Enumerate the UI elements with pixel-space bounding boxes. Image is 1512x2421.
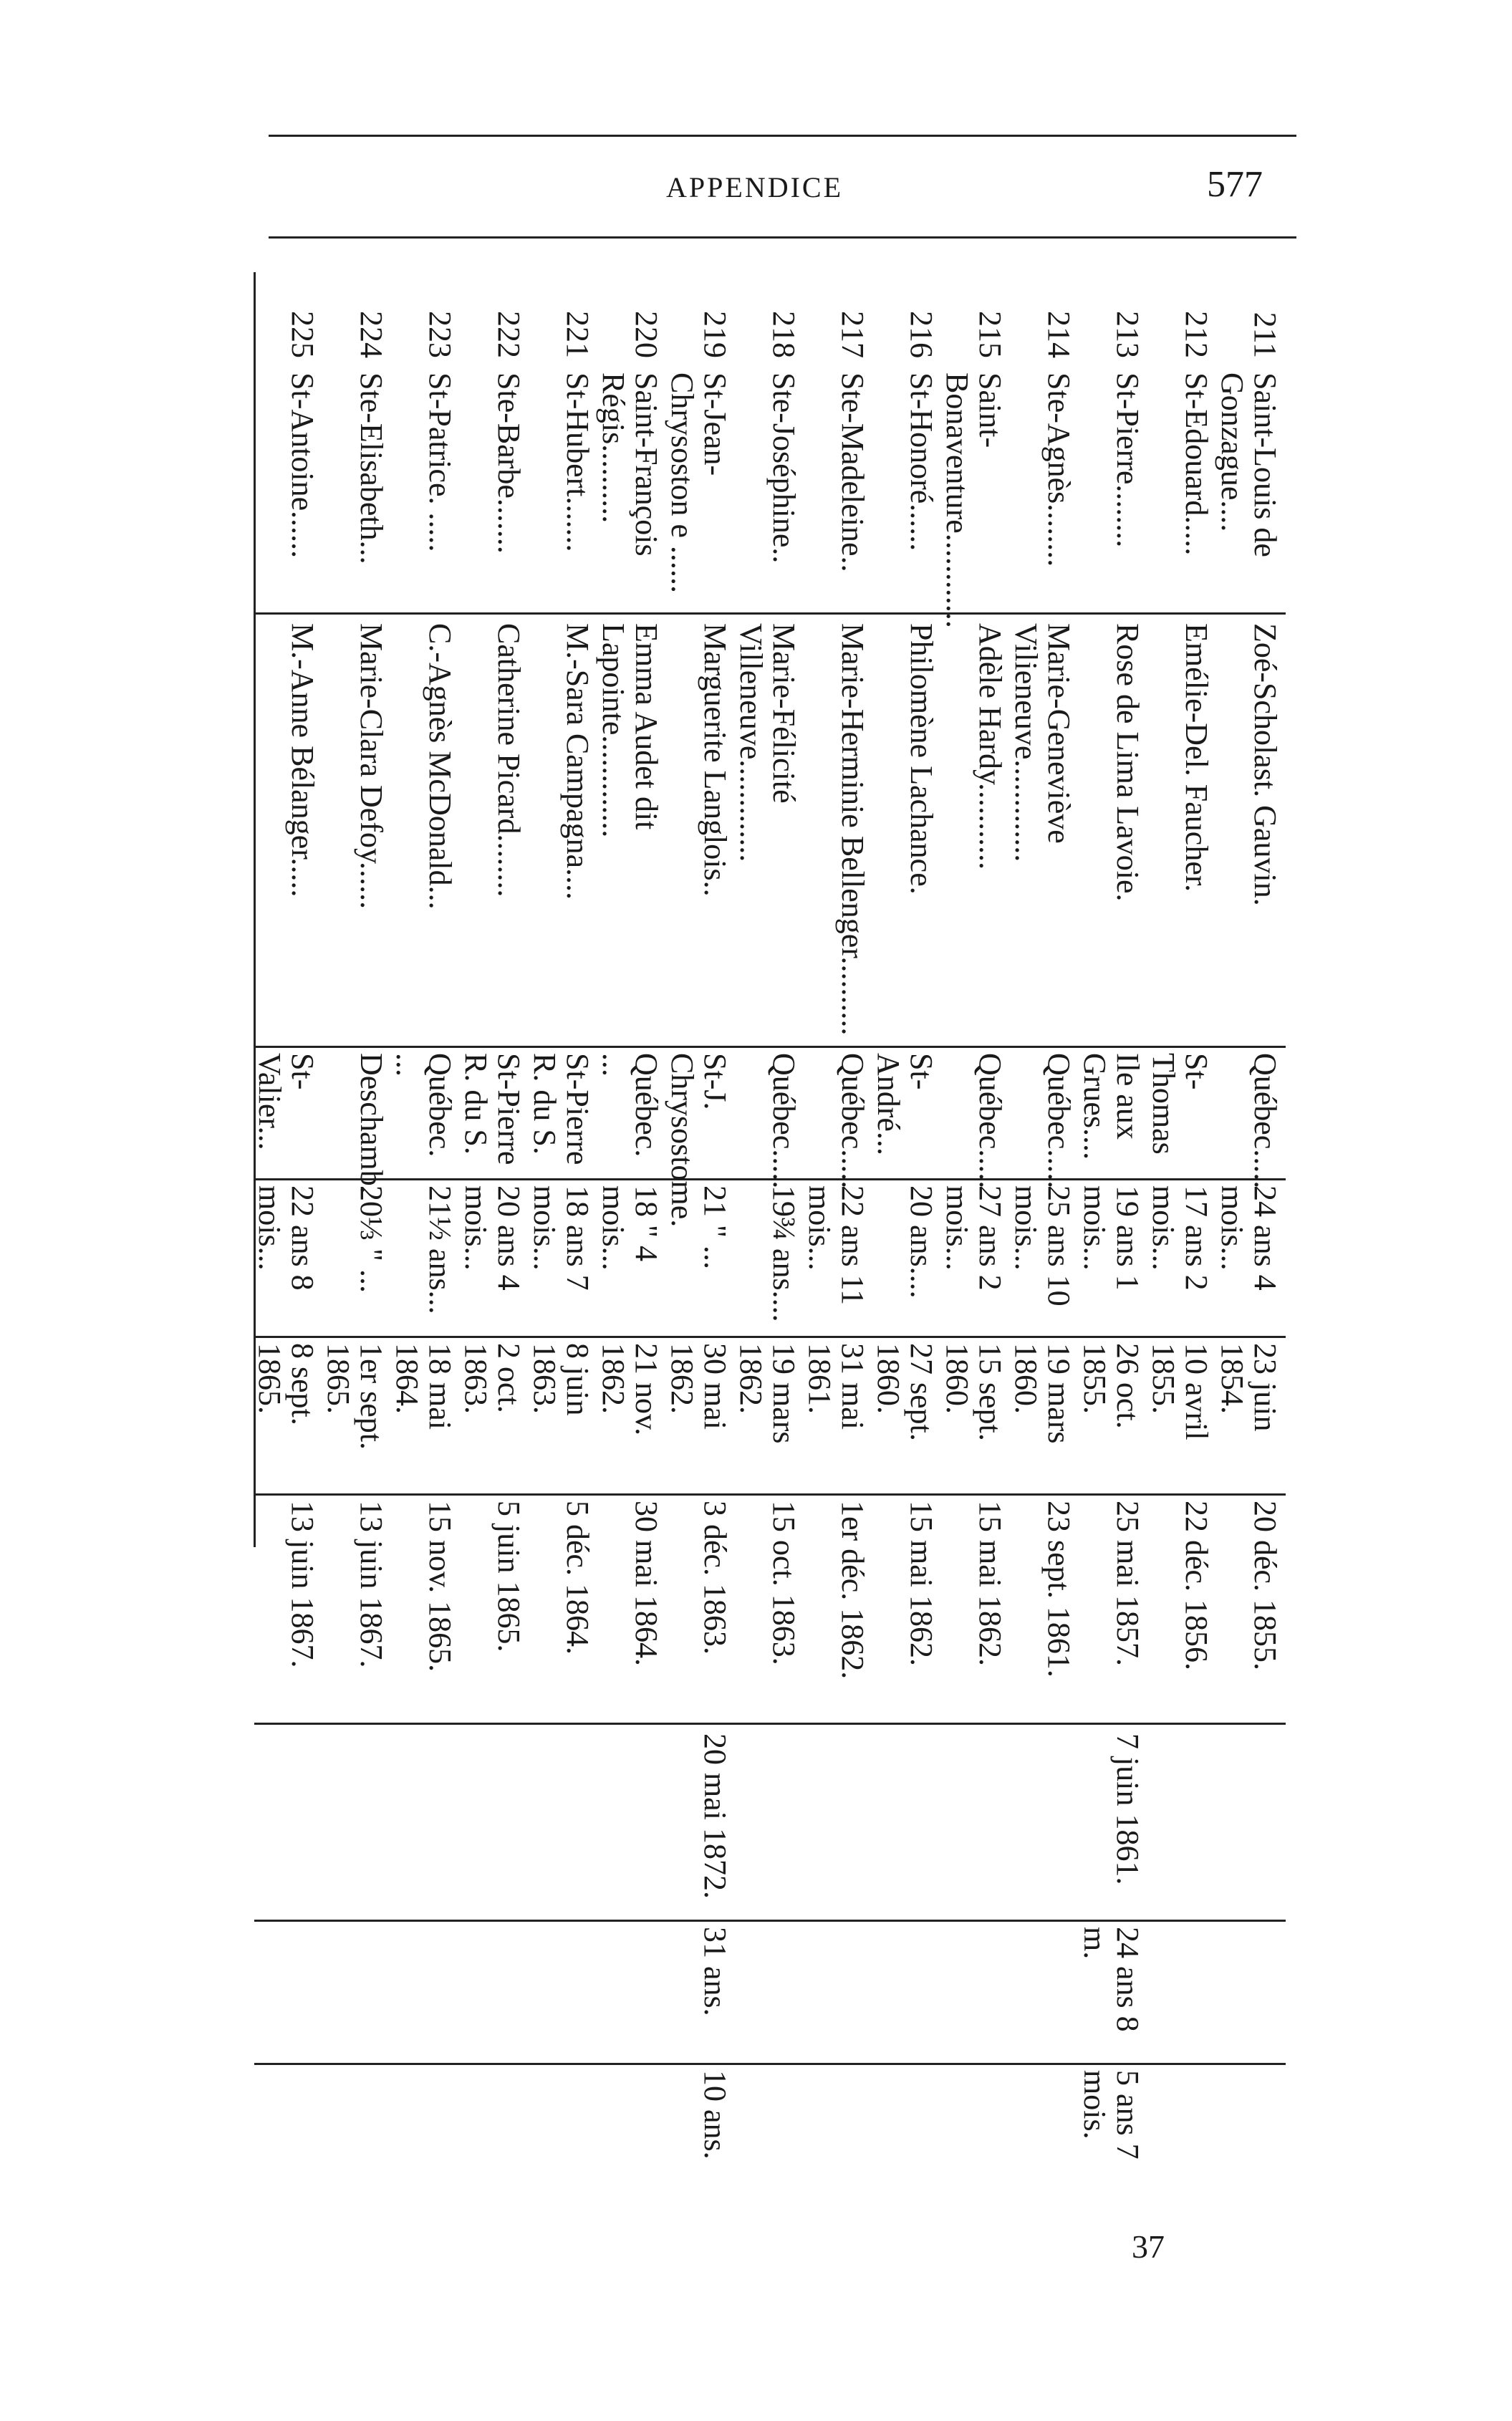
row-number: 218 xyxy=(766,311,801,358)
row-number: 221 xyxy=(560,311,595,358)
row-number: 212 xyxy=(1179,311,1214,358)
age-cell: 25 ans 10 mois... xyxy=(1008,1185,1077,1306)
birthplace-cell: St-Pierre R. du S. xyxy=(458,1053,526,1165)
parish-cell: St-Jean-Chrysoston e ...... xyxy=(665,372,733,593)
profession-date-cell: 15 mai 1862. xyxy=(904,1501,939,1666)
age-at-death-cell: 31 ans. xyxy=(698,1927,733,2016)
row-number: 219 xyxy=(698,311,733,358)
table-row xyxy=(942,272,1011,2278)
table-row xyxy=(733,272,804,2278)
entry-date-cell: 18 mai 1864. xyxy=(390,1343,458,1430)
death-date-cell: 20 mai 1872. xyxy=(698,1733,733,1899)
name-cell: M.-Anne Bélanger..... xyxy=(285,623,320,897)
profession-date-cell: 1er déc. 1862. xyxy=(835,1501,870,1680)
entry-date-cell: 1er sept. 1865. xyxy=(321,1343,389,1450)
birthplace-cell: St-Valier... xyxy=(252,1053,320,1150)
parish-cell: St-Hubert....... xyxy=(560,372,595,552)
table-row xyxy=(1217,272,1286,2278)
profession-date-cell: 15 mai 1862. xyxy=(973,1501,1008,1666)
table-row xyxy=(1148,272,1217,2278)
birthplace-cell: Québec..... xyxy=(1041,1053,1077,1189)
header-top-rule xyxy=(269,135,1296,137)
age-cell: 20 ans 4 mois... xyxy=(458,1185,526,1291)
parish-cell: St-Edouard..... xyxy=(1179,372,1214,556)
profession-date-cell: 25 mai 1857. xyxy=(1110,1501,1145,1666)
name-cell: Marguerite Langlois.. xyxy=(698,623,733,897)
parish-cell: St-Honoré...... xyxy=(904,372,939,552)
birthplace-cell: Québec..... xyxy=(1248,1053,1283,1189)
parish-cell: Ste-Barbe....... xyxy=(491,372,526,554)
entry-date-cell: 31 mai 1861. xyxy=(802,1343,870,1430)
header-bottom-rule xyxy=(269,236,1296,239)
entry-date-cell: 27 sept. 1860. xyxy=(871,1343,939,1441)
age-cell: 27 ans 2 mois... xyxy=(940,1185,1008,1291)
parish-cell: St-Patrice. ..... xyxy=(423,372,458,552)
row-number: 215 xyxy=(973,311,1008,358)
profession-date-cell: 20 déc. 1855. xyxy=(1248,1501,1283,1671)
name-cell: Philomène Lachance. xyxy=(904,623,939,895)
birthplace-cell: Québec..... xyxy=(835,1053,870,1189)
age-cell: 17 ans 2 mois... xyxy=(1146,1185,1214,1291)
birthplace-cell: Deschamb. xyxy=(354,1053,389,1194)
table-row xyxy=(392,272,461,2278)
name-cell: Catherine Picard........ xyxy=(491,623,526,897)
parish-cell: Saint-François Régis.......... xyxy=(596,372,664,557)
profession-date-cell: 5 juin 1865. xyxy=(491,1501,526,1652)
name-cell: Emélie-Del. Faucher. xyxy=(1179,623,1214,892)
name-cell: Emma Audet dit Lapointe............. xyxy=(596,623,664,838)
table-row xyxy=(254,272,323,2278)
name-cell: C.-Agnès McDonald... xyxy=(423,623,458,910)
row-number: 220 xyxy=(629,311,664,358)
signature-mark: 37 xyxy=(1132,2228,1165,2265)
entry-date-cell: 15 sept. 1860. xyxy=(940,1343,1008,1441)
table-row xyxy=(1079,272,1148,2278)
table-row xyxy=(323,272,392,2278)
parish-cell: Ste-Madeleine.. xyxy=(835,372,870,572)
birthplace-cell: Ile aux Grues.... xyxy=(1077,1053,1145,1160)
name-cell: Adèle Hardy........... xyxy=(973,623,1008,870)
parish-cell: Ste-Agnès........ xyxy=(1041,372,1077,567)
entry-date-cell: 8 sept. 1865. xyxy=(252,1343,320,1425)
parish-cell: St-Pierre........ xyxy=(1110,372,1145,548)
rotated-table xyxy=(254,272,1286,2421)
age-cell: 22 ans 8 mois... xyxy=(252,1185,320,1291)
profession-date-cell: 15 nov. 1865. xyxy=(423,1501,458,1672)
row-number: 213 xyxy=(1110,311,1145,358)
table-row xyxy=(458,272,529,2278)
profession-date-cell: 30 mai 1864. xyxy=(629,1501,664,1666)
profession-date-cell: 15 oct. 1863. xyxy=(766,1501,801,1665)
entry-date-cell: 21 nov. 1862. xyxy=(596,1343,664,1436)
table-row xyxy=(598,272,667,2278)
name-cell: Marie-Félicité Villeneuve............. xyxy=(733,623,801,862)
birthplace-cell: Québec. ... xyxy=(596,1053,664,1157)
entry-date-cell: 10 avril 1855. xyxy=(1146,1343,1214,1440)
row-number: 224 xyxy=(354,311,389,358)
birthplace-cell: Québec..... xyxy=(766,1053,801,1189)
death-date-cell: 7 juin 1861. xyxy=(1110,1733,1145,1885)
table-row xyxy=(873,272,942,2278)
profession-date-cell: 13 juin 1867. xyxy=(285,1501,320,1668)
age-cell: 21½ ans... xyxy=(423,1185,458,1314)
age-cell: 19 ans 1 mois... xyxy=(1077,1185,1145,1291)
parish-cell: Saint-Louis de Gonzague.... xyxy=(1215,372,1283,557)
row-number: 217 xyxy=(835,311,870,358)
table-row xyxy=(804,272,873,2278)
row-number: 214 xyxy=(1041,311,1077,358)
name-cell: Marie-Geneviève Vilieneuve............. xyxy=(1008,623,1077,862)
profession-date-cell: 13 juin 1867. xyxy=(354,1501,389,1668)
entry-date-cell: 19 mars 1862. xyxy=(733,1343,801,1444)
birthplace-cell: St-Thomas xyxy=(1146,1053,1214,1155)
name-cell: Marie-Herminie Bellenger.......... xyxy=(835,623,870,1036)
entry-date-cell: 30 mai 1862. xyxy=(665,1343,733,1430)
row-number: 225 xyxy=(285,311,320,358)
age-at-death-cell: 24 ans 8 m. xyxy=(1077,1927,1145,2032)
row-number: 216 xyxy=(904,311,939,358)
age-cell: 20⅓ " ... xyxy=(354,1185,389,1293)
row-number: 222 xyxy=(491,311,526,358)
table-row xyxy=(529,272,598,2278)
birthplace-cell: Québec..... xyxy=(973,1053,1008,1189)
profession-date-cell: 23 sept. 1861. xyxy=(1041,1501,1077,1678)
parish-cell: St-Antoine...... xyxy=(285,372,320,559)
age-cell: 18 ans 7 mois... xyxy=(527,1185,595,1291)
table-row xyxy=(1008,272,1079,2278)
age-cell: 21 " ... xyxy=(698,1185,733,1269)
parish-cell: Ste-Elisabeth... xyxy=(354,372,389,564)
name-cell: Zoé-Scholast. Gauvin. xyxy=(1248,623,1283,906)
age-cell: 19¾ ans.... xyxy=(766,1185,801,1322)
birthplace-cell: Québec. ... xyxy=(390,1053,458,1157)
entry-date-cell: 2 oct. 1863. xyxy=(458,1343,526,1414)
entry-date-cell: 26 oct. 1855. xyxy=(1077,1343,1145,1429)
years-professed-cell: 10 ans. xyxy=(698,2070,733,2160)
row-number: 211 xyxy=(1248,312,1283,358)
profession-date-cell: 22 déc. 1856. xyxy=(1179,1501,1214,1671)
age-cell: 24 ans 4 mois... xyxy=(1215,1185,1283,1291)
profession-date-cell: 3 déc. 1863. xyxy=(698,1501,733,1655)
age-cell: 22 ans 11 mois... xyxy=(802,1185,870,1306)
birthplace-cell: St-André... xyxy=(871,1053,939,1155)
profession-date-cell: 5 déc. 1864. xyxy=(560,1501,595,1655)
years-professed-cell: 5 ans 7 mois. xyxy=(1077,2070,1145,2160)
birthplace-cell: St-J. Chrysostome. xyxy=(665,1053,733,1228)
age-cell: 18 " 4 mois... xyxy=(596,1185,664,1271)
entry-date-cell: 23 juin 1854. xyxy=(1215,1343,1283,1432)
running-header-title: APPENDICE xyxy=(666,171,844,203)
name-cell: M.-Sara Campagna.... xyxy=(560,623,595,900)
name-cell: Marie-Clara Defoy...... xyxy=(354,623,389,910)
page-number: 577 xyxy=(1207,164,1263,205)
parish-cell: Ste-Joséphine.. xyxy=(766,372,801,564)
row-number: 223 xyxy=(423,311,458,358)
parish-cell: Saint-Bonaventure............ xyxy=(940,372,1008,628)
entry-date-cell: 8 juin 1863. xyxy=(527,1343,595,1416)
name-cell: Rose de Lima Lavoie. xyxy=(1110,623,1145,902)
age-cell: 20 ans.... xyxy=(904,1185,939,1299)
birthplace-cell: St-Pierre R. du S. xyxy=(527,1053,595,1165)
table-row xyxy=(667,272,736,2278)
entry-date-cell: 19 mars 1860. xyxy=(1008,1343,1077,1444)
